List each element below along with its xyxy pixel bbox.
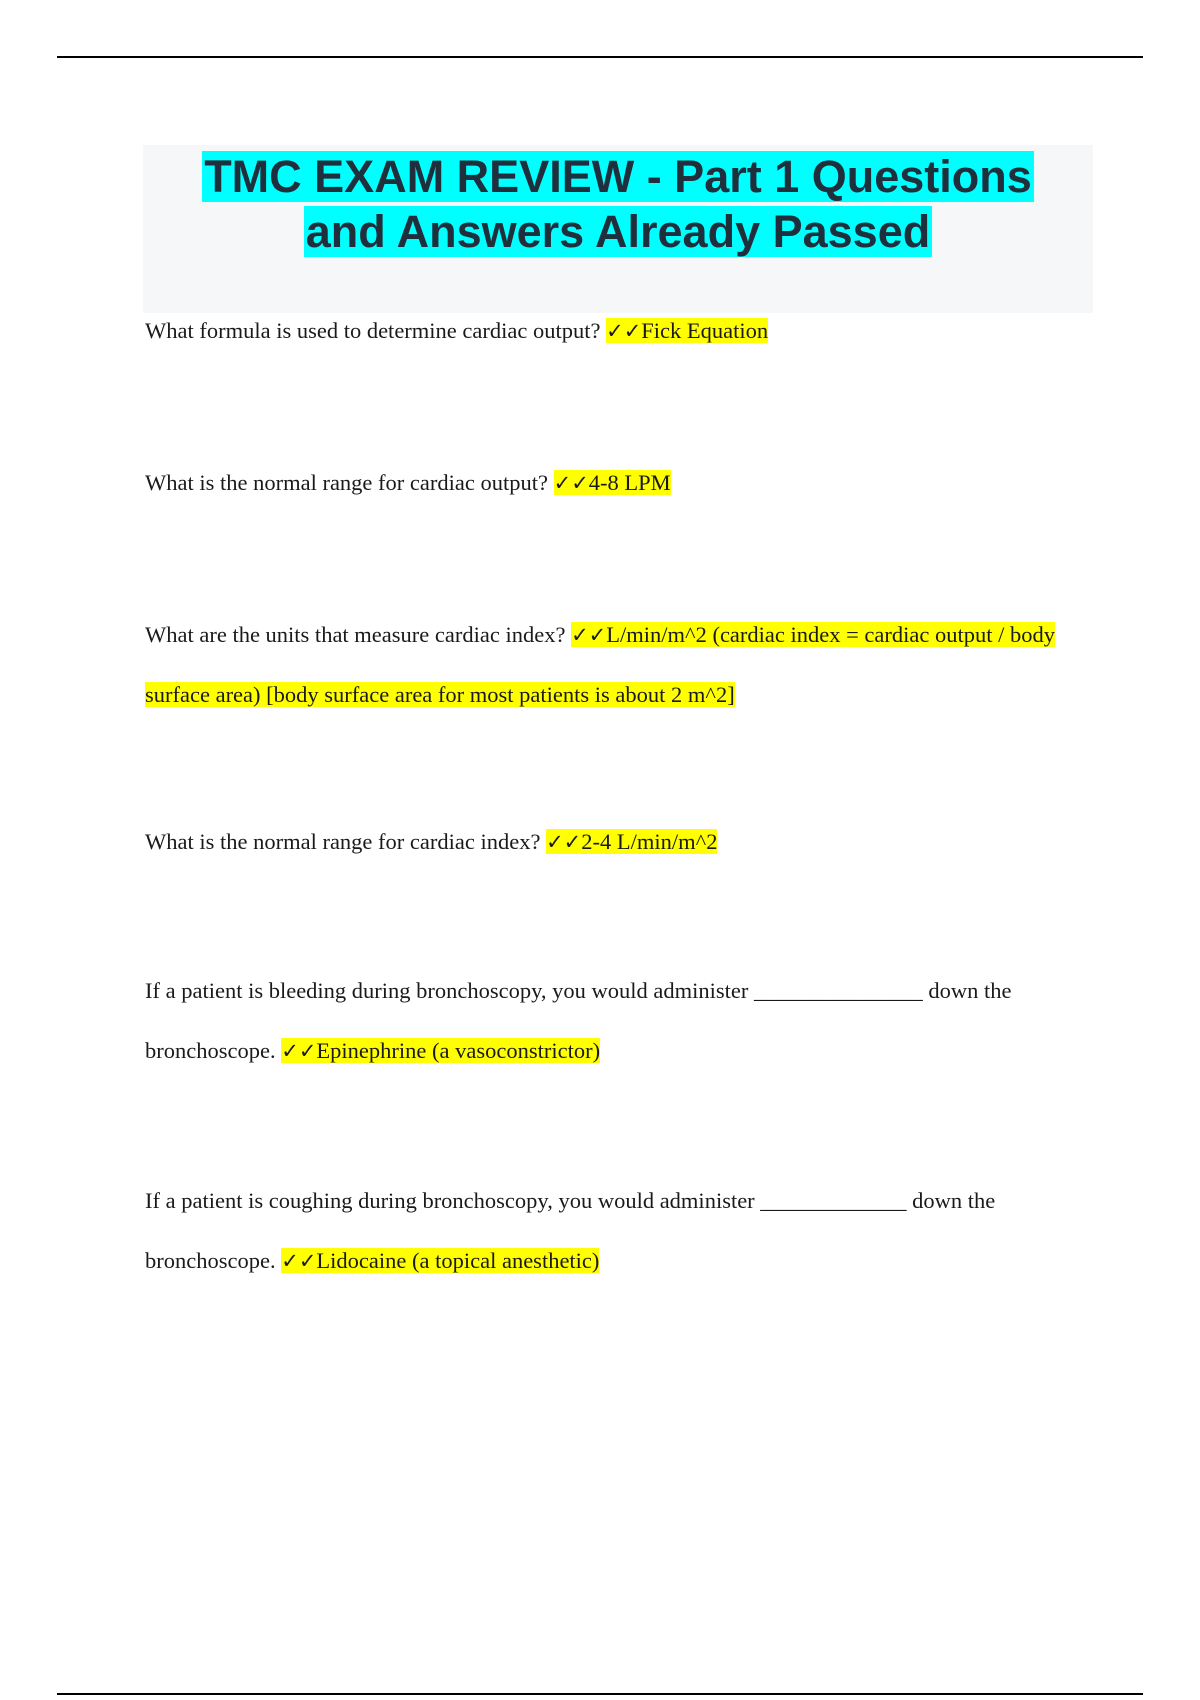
- answer-text: 4-8 LPM: [588, 470, 671, 495]
- answer-highlight: [281, 1248, 599, 1273]
- check-mark-icon: ✓✓: [281, 1039, 317, 1063]
- answer-highlight: [281, 1038, 600, 1063]
- qa-item-1: [145, 301, 1085, 361]
- question-text: What is the normal range for cardiac output?: [145, 470, 548, 495]
- bottom-rule: [57, 1693, 1143, 1695]
- answer-text: Lidocaine (a topical anesthetic): [316, 1248, 600, 1273]
- title-line-2: and Answers Already Passed: [305, 206, 931, 257]
- check-mark-icon: ✓✓: [571, 623, 607, 647]
- title-box: [143, 145, 1093, 313]
- question-text: If a patient is coughing during bronchoscopy, you would administer _____________ down the bronchoscope.: [145, 1188, 996, 1273]
- answer-text: 2-4 L/min/m^2: [581, 829, 718, 854]
- question-text: What formula is used to determine cardiac output?: [145, 318, 601, 343]
- answer-text: L/min/m^2 (cardiac index = cardiac output / body surface area) [body surface area for most patients is about 2 m^2]: [145, 622, 1056, 707]
- question-text: If a patient is bleeding during bronchoscopy, you would administer _______________ down the bronchoscope.: [145, 978, 1012, 1063]
- check-mark-icon: ✓✓: [606, 319, 642, 343]
- answer-text: Fick Equation: [641, 318, 769, 343]
- check-mark-icon: ✓✓: [553, 471, 589, 495]
- qa-item-6: [145, 1171, 1085, 1291]
- qa-item-3: [145, 605, 1085, 725]
- check-mark-icon: ✓✓: [281, 1249, 317, 1273]
- check-mark-icon: ✓✓: [546, 830, 582, 854]
- title-line-1: TMC EXAM REVIEW - Part 1 Questions: [204, 151, 1032, 202]
- answer-highlight: [554, 470, 671, 495]
- qa-item-5: [145, 961, 1085, 1081]
- top-rule: [57, 56, 1143, 58]
- answer-highlight: [546, 829, 717, 854]
- question-text: What is the normal range for cardiac index?: [145, 829, 541, 854]
- qa-item-4: [145, 812, 1085, 872]
- question-text: What are the units that measure cardiac index?: [145, 622, 566, 647]
- answer-highlight: [606, 318, 768, 343]
- document-title: [143, 145, 1093, 259]
- qa-item-2: [145, 453, 1085, 513]
- answer-text: Epinephrine (a vasoconstrictor): [316, 1038, 601, 1063]
